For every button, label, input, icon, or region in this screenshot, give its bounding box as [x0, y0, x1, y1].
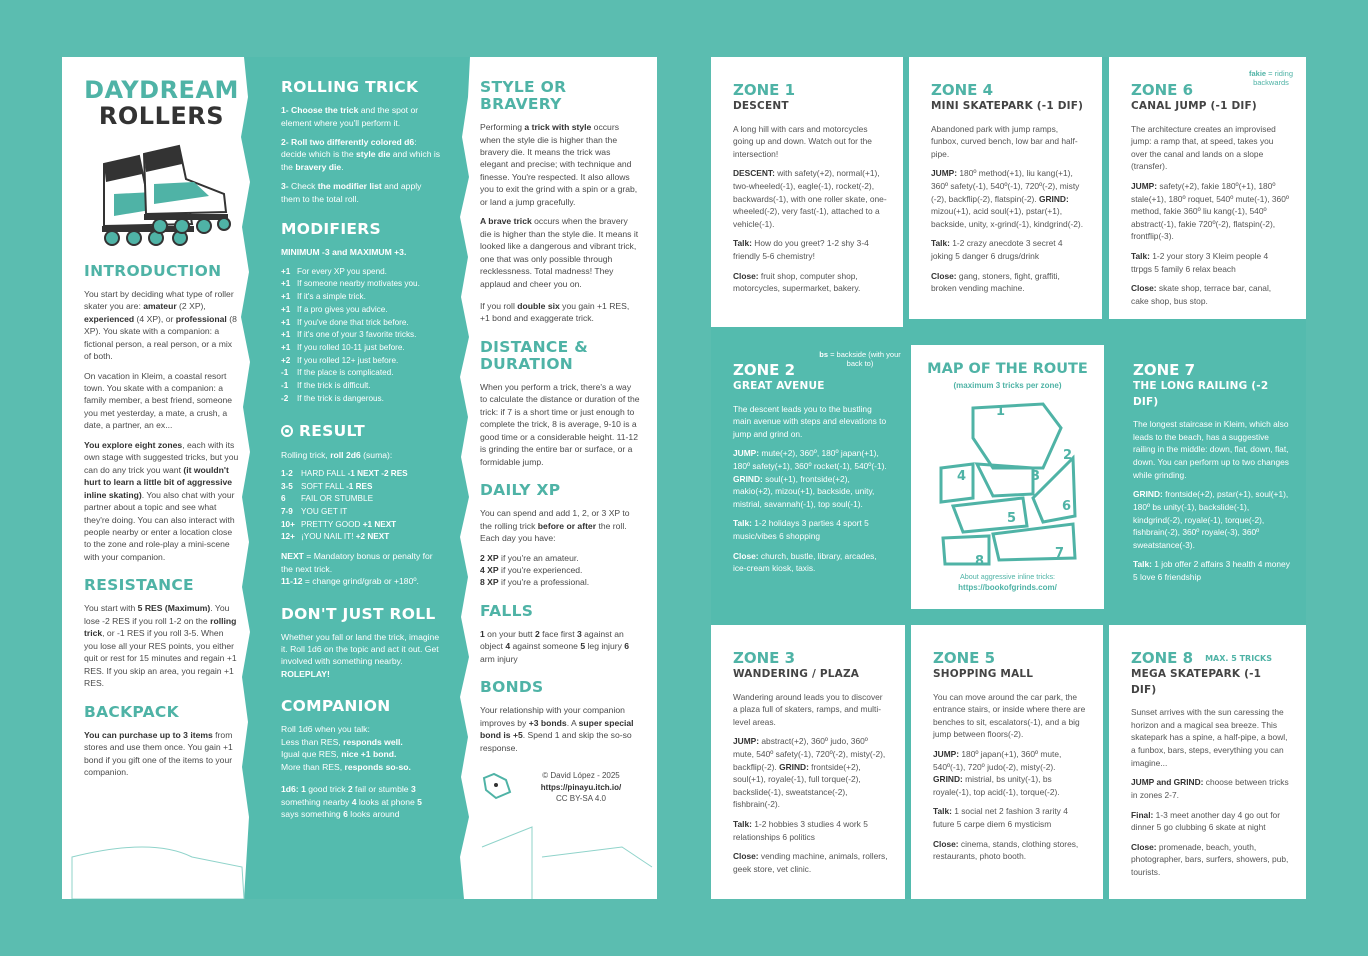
introduction-heading: INTRODUCTION — [84, 261, 222, 280]
distance-duration-heading: DISTANCE & DURATION — [480, 337, 589, 373]
dont-just-roll-heading: DON'T JUST ROLL — [281, 604, 436, 623]
modifier-row: +1 If someone nearby motivates you. — [281, 279, 420, 289]
map-subtitle: (maximum 3 tricks per zone) — [953, 381, 1062, 391]
zone-close: Close: fruit shop, computer shop, motorcycles, supermarket, bakery. — [733, 270, 861, 294]
credits: © David López - 2025 https://pinayu.itch.io/ CC BY-SA 4.0 — [480, 770, 640, 805]
zone-description: The longest staircase in Kleim, which also leads to the beach, has a suggestive railing in the middle: down, flat, down, flat, down. You can perform up to two changes while grinding. — [1133, 419, 1289, 480]
zone-close: Close: skate shop, terrace bar, canal, cake shop, bus stop. — [1131, 283, 1272, 306]
companion-rules: Roll 1d6 when you talk: Less than RES, responds well. Igual que RES, nice +1 bond. More than RES, responds so-so. — [281, 724, 411, 772]
zone-tricks: JUMP: mute(+2), 360º, 180º japan(+1), 180º safety(+1), 360º rocket(-1), 540º(-1). GRIND: soul(+1), frontside(+2), makio(+2), mizou(+1), backside, unity, mistrial, savannah(-1), top soul(-1). — [733, 448, 887, 509]
result-intro: Rolling trick, roll 2d6 (suma): — [281, 449, 393, 460]
map-about: About aggressive inline tricks: — [959, 571, 1056, 581]
zone-2-card — [711, 337, 907, 617]
zone-talk: Talk: 1 job offer 2 affairs 3 health 4 money 5 love 6 friendship — [1133, 559, 1290, 582]
zone-title: MEGA SKATEPARK (-1 DIF) — [1131, 667, 1262, 696]
game-title-line1: DAYDREAM — [84, 76, 239, 104]
result-row: 10+ PRETTY GOOD +1 NEXT — [281, 519, 397, 529]
dont-just-roll-text: Whether you fall or land the trick, imagine it. Roll 1d6 on the topic and act it out. Get involved with something nearby. ROLEPLAY! — [281, 631, 440, 679]
zone-6-card — [1109, 57, 1306, 319]
bonds-text: Your relationship with your companion improves by +3 bonds. A super special bond is +5. Spend 1 and skip the so-so response. — [480, 705, 634, 753]
zone-title: THE LONG RAILING (-2 DIF) — [1133, 379, 1269, 408]
zone-close: Close: cinema, stands, clothing stores, restaurants, photo booth. — [933, 838, 1079, 862]
zone-tricks: JUMP: 180º method(+1), liu kang(+1), 360º safety(-1), 540º(-1), 720º(-2), misty (-2), backflip(-2), flatspin(-2). GRIND: mizou(+1), acid soul(+1), pstar(+1), backside, unity, x-grind(-1), kindgrind(-2). — [931, 168, 1084, 229]
distance-text: When you perform a trick, there's a way to calculate the distance or duration of the trick: if 7 is a short time or just enough to complete the trick, 8 is average, 9-10 is a good time or a considerable height. 11-12 is grinding the entire bar or surface, or a formidable jump. — [480, 381, 640, 467]
falls-heading: FALLS — [480, 601, 534, 620]
style-or-bravery-heading: STYLE OR BRAVERY — [480, 78, 567, 114]
route-map-card — [911, 345, 1104, 609]
result-row: 7-9 YOU GET IT — [281, 507, 348, 517]
result-next-note: NEXT = Mandatory bonus or penalty for the next trick. 11-12 = change grind/grab or +180º. — [281, 551, 433, 587]
zone-description: Sunset arrives with the sun caressing the horizon and a magical sea breeze. This skatepark has a spine, a half-pipe, a bowl, a funbox, bars, steps, everything you can imagine... — [1131, 707, 1288, 768]
zone-number: ZONE 2 — [733, 361, 796, 379]
bs-note: bs = backside (with your back to) — [819, 350, 901, 368]
style-text: Performing a trick with style occurs when the style die is higher than the bravery die. It means the trick was elegant and precise; with technique and finesse. You're respected. It also allows you to exit the grind with a spin or a grab, or land a jump gracefully. — [480, 122, 638, 207]
zone-number: ZONE 8 MAX. 5 TRICKS — [1131, 649, 1273, 667]
zone-final: Final: 1-3 meet another day 4 go out for dinner 5 go clubbing 6 skate at night — [1131, 809, 1280, 833]
zone-talk: Talk: How do you greet? 1-2 shy 3-4 friendly 5-6 chemistry! — [733, 238, 869, 261]
modifier-row: -1 If the place is complicated. — [281, 368, 394, 378]
map-heading: MAP OF THE ROUTE — [927, 361, 1088, 377]
zone-tricks: JUMP: safety(+2), fakie 180º(+1), 180º stale(+1), 180º roquet, 540º mute(-1), 360º method, fakie 360º liu kang(-1), 540º abstract(-1), fakie 720º(-2), flatspin(-2), frontflip(-3). — [1131, 180, 1289, 242]
result-heading: RESULT — [281, 423, 441, 440]
result-row: 3-5 SOFT FALL -1 RES — [281, 481, 373, 491]
zone-description: The descent leads you to the bustling main avenue with steps and elevations to jump and grind on. — [733, 403, 887, 439]
zone-number: ZONE 5 — [933, 649, 996, 667]
map-zone-number: 1 — [996, 404, 1006, 419]
zone-5-card — [911, 625, 1103, 899]
column-middle — [281, 79, 441, 828]
modifier-row: +1 If it's one of your 3 favorite tricks. — [281, 330, 417, 340]
zone-description: A long hill with cars and motorcycles going up and down. Watch out for the intersection! — [733, 123, 872, 159]
result-row: 6 FAIL OR STUMBLE — [281, 494, 374, 504]
backpack-text: You can purchase up to 3 items from stores and use them once. You gain +1 bond if you gift one of the items to your companion. — [84, 729, 233, 777]
bonds-heading: BONDS — [480, 678, 544, 697]
author-logo-icon — [480, 770, 514, 800]
rolling-step-2: 2- Roll two differently colored d6: decide which is the style die and which is the bravery die. — [281, 136, 441, 172]
zone-number: ZONE 4 — [931, 81, 994, 99]
double-six-text: If you roll double six you gain +1 RES, +1 bond and exaggerate trick. — [480, 300, 630, 324]
zone-talk: Talk: 1-2 your story 3 Kleim people 4 ttrpgs 5 family 6 relax beach — [1131, 250, 1269, 274]
column-right — [480, 79, 640, 805]
daily-xp-list: 2 XP if you're an amateur. 4 XP if you're experienced. 8 XP if you're a professional. — [480, 552, 590, 588]
map-zone-number: 8 — [975, 554, 985, 569]
intro-paragraph-2: On vacation in Kleim, a coastal resort town. You skate with a companion: a family member, a best friend, someone you met yesterday, a mate, a crush, a date, a partner, an ex... — [84, 370, 233, 431]
zone-tricks: GRIND: frontside(+2), pstar(+1), soul(+1), 180º bs unity(-1), backslide(-1), kindgrind(-2), royale(-1), torque(-2), fishbrain(-2), 360º royale(-3), 360º sweatstance(-3). — [1133, 489, 1289, 550]
modifiers-list — [281, 266, 441, 406]
zone-close: Close: vending machine, animals, rollers, geek store, vet clinic. — [733, 851, 888, 874]
zone-title: WANDERING / PLAZA — [733, 667, 860, 680]
modifiers-heading: MODIFIERS — [281, 220, 381, 239]
rolling-trick-heading: ROLLING TRICK — [281, 78, 419, 96]
zone-3-card — [711, 625, 905, 899]
map-zone-number: 6 — [1062, 499, 1072, 514]
route-map — [933, 398, 1083, 568]
zones-page — [711, 57, 1306, 899]
zone-tricks: JUMP: 180º japan(+1), 360º mute, 540º(-1), 720º judo(-2), misty(-2). GRIND: mistrial, bs unity(-1), bs royale(-1), top acid(-1), torque(-2). — [933, 748, 1062, 797]
modifier-row: +1 If you've done that trick before. — [281, 317, 409, 327]
zone-number: ZONE 6 — [1131, 81, 1194, 99]
map-url-link[interactable]: https://bookofgrinds.com/ — [958, 583, 1057, 593]
backpack-heading: BACKPACK — [84, 702, 179, 721]
result-row: 12+ ¡YOU NAIL IT! +2 NEXT — [281, 532, 390, 542]
zone-tricks: DESCENT: with safety(+2), normal(+1), two-wheeled(-1), eagle(-1), rocket(-2), backwards(-1), with one roller skate, one-wheeled(-2), very fast(-1), attached to a vehicle(-1). — [733, 168, 887, 229]
intro-paragraph-1: You start by deciding what type of roller skater you are: amateur (2 XP), experienced (4 XP), or professional (8 XP). You skate with a companion: a fictional person, a real person, or a mix of both. — [84, 288, 237, 362]
modifier-row: +2 If you rolled 12+ just before. — [281, 355, 399, 365]
rolling-step-3: 3- Check the modifier list and apply them to the total roll. — [281, 181, 422, 204]
daily-xp-text: You can spend and add 1, 2, or 3 XP to the rolling trick before or after the roll. Each day you have: — [480, 508, 630, 544]
falls-text: 1 on your butt 2 face first 3 against an object 4 against someone 5 leg injury 6 arm injury — [480, 628, 630, 664]
zone-number: ZONE 3 — [733, 649, 796, 667]
zone-description: Abandoned park with jump ramps, funbox, curved bench, low bar and half-pipe. — [931, 123, 1078, 159]
zone-description: You can move around the car park, the entrance stairs, or inside where there are benches to sit, escalators(-1), and a big jump between floors(-2). — [933, 691, 1086, 740]
zone-description: Wandering around leads you to discover a plaza full of skaters, ramps, and multi-level areas. — [733, 691, 883, 727]
intro-paragraph-3: You explore eight zones, each with its own stage with suggested tricks, but you can do any trick you want (it wouldn't hurt to learn a little bit of aggressive inline skating). You also chat with your partner about a topic and see what they're doing. You can also interact with people nearby or enter a location close to the zone and role-play a mini-scene with your companion. — [84, 439, 239, 562]
map-zone-number: 7 — [1055, 546, 1065, 561]
game-title-line2: ROLLERS — [98, 102, 225, 131]
author-link[interactable]: https://pinayu.itch.io/ — [540, 782, 622, 792]
zone-talk: Talk: 1-2 holidays 3 parties 4 sport 5 music/vibes 6 shopping — [733, 518, 869, 541]
zone-title: CANAL JUMP (-1 DIF) — [1131, 99, 1257, 112]
zone-close: Close: gang, stoners, fight, graffiti, broken vending machine. — [931, 270, 1060, 294]
column-left — [84, 77, 239, 785]
zone-description: The architecture creates an improvised jump: a ramp that, at speed, takes you over the canal and lands on a slope (transfer). — [1131, 123, 1276, 172]
zone-title: DESCENT — [733, 99, 789, 112]
zone-talk: Talk: 1-2 crazy anecdote 3 secret 4 joking 5 danger 6 drugs/drink — [931, 238, 1063, 261]
zone-close: Close: church, bustle, library, arcades, ice-cream kiosk, taxis. — [733, 550, 877, 574]
zone-7-card — [1111, 337, 1306, 617]
result-row: 1-2 HARD FALL -1 NEXT -2 RES — [281, 468, 408, 478]
bravery-text: A brave trick occurs when the bravery die is higher than the style die. It means it looked like a dangerous and vibrant trick, one that was only possible through recklessness. Total madness! They applaud and cheer you on. — [480, 216, 639, 289]
die-icon — [281, 425, 293, 437]
map-zone-number: 2 — [1063, 448, 1073, 463]
map-zone-number: 5 — [1007, 511, 1017, 526]
roller-skates-illustration — [84, 134, 234, 249]
modifier-row: +1 If a pro gives you advice. — [281, 304, 388, 314]
fakie-note: fakie = riding backwards — [1248, 69, 1293, 87]
companion-d6-table: 1d6: 1 good trick 2 fail or stumble 3 something nearby 4 looks at phone 5 says something 6 looks around — [281, 784, 422, 820]
zone-number: ZONE 7 — [1133, 361, 1196, 379]
modifier-row: -2 If the trick is dangerous. — [281, 393, 384, 403]
modifier-row: +1 If it's a simple trick. — [281, 292, 366, 302]
modifiers-range: MINIMUM -3 and MAXIMUM +3. — [281, 247, 407, 258]
zone-tricks: JUMP: abstract(+2), 360º judo, 360º mute, 540º safety(-1), 720º(-2), misty(-2), backflip(-2). GRIND: frontside(+2), soul(+1), royale(-1), full torque(-2), backslide(-1), sweatstance(-2), fishbrain(-2). — [733, 736, 886, 810]
zone-title: SHOPPING MALL — [933, 667, 1034, 680]
zone-number: ZONE 1 — [733, 81, 796, 99]
companion-heading: COMPANION — [281, 697, 391, 716]
zone-title: MINI SKATEPARK (-1 DIF) — [931, 99, 1084, 112]
zone-talk: Talk: 1-2 hobbies 3 studies 4 work 5 relationships 6 politics — [733, 818, 868, 842]
zone-close: Close: promenade, beach, youth, photographer, bars, surfers, showers, pub, tourists. — [1131, 841, 1289, 877]
modifier-row: +1 For every XP you spend. — [281, 266, 387, 276]
resistance-text: You start with 5 RES (Maximum). You lose -2 RES if you roll 1-2 on the rolling trick, or -1 RES if you roll 3-5. When you lose all your RES points, you either quit or rest for 15 minutes and regain +1 RES. If you skip an area, you regain +1 RES. — [84, 603, 237, 689]
modifier-row: +1 If you rolled 10-11 just before. — [281, 342, 405, 352]
map-zone-number: 3 — [1031, 469, 1041, 484]
zone-title: GREAT AVENUE — [733, 379, 825, 392]
daily-xp-heading: DAILY XP — [480, 481, 561, 500]
zone-1-card — [711, 57, 903, 327]
map-zone-number: 4 — [957, 469, 967, 484]
modifier-row: -1 If the trick is difficult. — [281, 381, 371, 391]
zone-8-card — [1109, 625, 1306, 899]
rules-page — [62, 57, 657, 899]
zone-talk: Talk: 1 social net 2 fashion 3 rarity 4 future 5 carpe diem 6 mysticism — [933, 806, 1068, 829]
zone-tricks: JUMP and GRIND: choose between tricks in zones 2-7. — [1131, 777, 1289, 800]
rolling-step-1: 1- Choose the trick and the spot or element where you'll perform it. — [281, 105, 419, 128]
resistance-heading: RESISTANCE — [84, 576, 194, 595]
zone-4-card — [909, 57, 1102, 319]
result-table — [281, 468, 441, 544]
